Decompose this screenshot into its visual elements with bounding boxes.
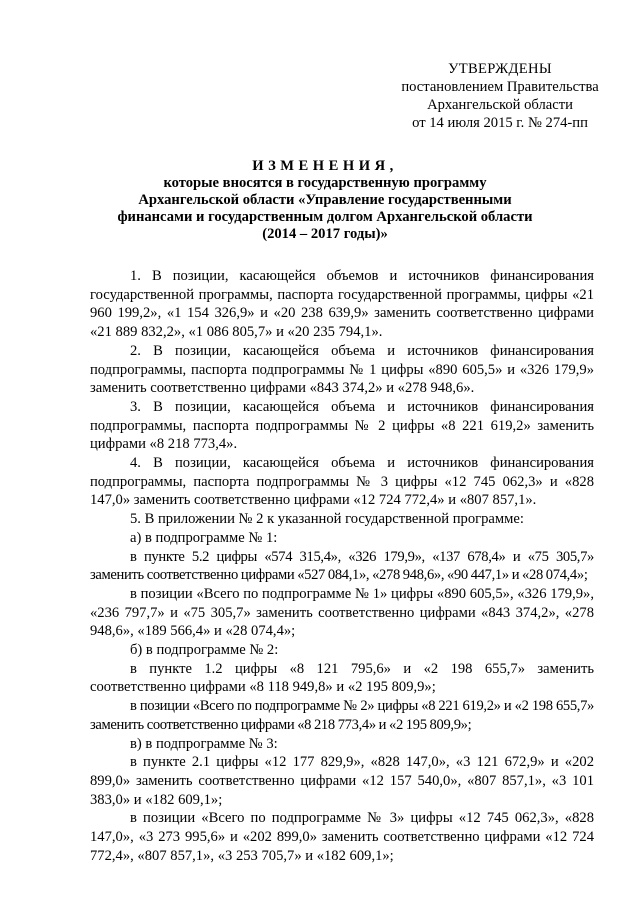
approval-stamp: [380, 60, 620, 132]
subprogram-2-total: в позиции «Всего по подпрограмме № 2» цифры «8 221 619,2» и «2 198 655,7» заменить соответственно цифрами «8 218 773,4» и «2 195 809,9»;: [90, 698, 594, 733]
paragraph-item-3: 3. В позиции, касающейся объема и источников финансирования подпрограммы, паспорта подпрограммы № 2 цифры «8 221 619,2» заменить цифрами «8 218 773,4».: [90, 398, 594, 453]
subprogram-3-heading: в) в подпрограмме № 3:: [130, 735, 278, 752]
subprogram-2-heading: б) в подпрограмме № 2:: [130, 642, 279, 659]
paragraph-item-2: 2. В позиции, касающейся объема и источников финансирования подпрограммы, паспорта подпрограммы № 1 цифры «890 605,5» и «326 179,9» заменить соответственно цифрами «843 374,2» и «278 948,6».: [90, 342, 594, 397]
title-heading: ИЗМЕНЕНИЯ,: [252, 158, 398, 174]
title-line: Архангельской области «Управление государственными: [138, 192, 512, 208]
paragraph-item-4: 4. В позиции, касающейся объема и источников финансирования подпрограммы, паспорта подпрограммы № 3 цифры «12 745 062,3» и «828 147,0» заменить соответственно цифрами «12 724 772,4» и «807 857,1».: [90, 455, 594, 509]
paragraph-item-5: 5. В приложении № 2 к указанной государственной программе:: [130, 511, 524, 528]
document-body: [90, 267, 594, 866]
title-line: финансами и государственным долгом Архангельской области: [117, 209, 533, 225]
title-line: которые вносятся в государственную программу: [163, 175, 487, 191]
approval-line: Архангельской области: [427, 97, 573, 113]
document-title: [80, 158, 570, 243]
paragraph-item-1: 1. В позиции, касающейся объемов и источников финансирования государственной программы, паспорта государственной программы, цифры «21 960 199,2», «1 154 326,9» и «20 238 639,9» заменить соответственно цифрами «21 889 832,2», «1 086 805,7» и «20 235 794,1».: [90, 268, 594, 341]
subprogram-3-total: в позиции «Всего по подпрограмме № 3» цифры «12 745 062,3», «828 147,0», «3 273 995,6» и «202 899,0» заменить соответственно цифрами «12 724 772,4», «807 857,1», «3 253 705,7» и «182 609,1»;: [90, 810, 594, 864]
approval-line: постановлением Правительства: [401, 79, 599, 95]
subprogram-3-point: в пункте 2.1 цифры «12 177 829,9», «828 147,0», «3 121 672,9» и «202 899,0» заменить соответственно цифрами «12 157 540,0», «807 857,1», «3 101 383,0» и «182 609,1»;: [90, 754, 594, 808]
approval-heading: УТВЕРЖДЕНЫ: [448, 61, 552, 77]
subprogram-1-total: в позиции «Всего по подпрограмме № 1» цифры «890 605,5», «326 179,9», «236 797,7» и «75 305,7» заменить соответственно цифрами «843 374,2», «278 948,6», «189 566,4» и «28 074,4»;: [90, 585, 594, 640]
approval-date: от 14 июля 2015 г. № 274-пп: [412, 115, 588, 131]
subprogram-2-point: в пункте 1.2 цифры «8 121 795,6» и «2 198 655,7» заменить соответственно цифрами «8 118 949,8» и «2 195 809,9»;: [90, 660, 594, 696]
subprogram-1-point: в пункте 5.2 цифры «574 315,4», «326 179,9», «137 678,4» и «75 305,7» заменить соответственно цифрами «527 084,1», «278 948,6», «90 447,1» и «28 074,4»;: [90, 548, 594, 584]
subprogram-1-heading: а) в подпрограмме № 1:: [130, 529, 278, 546]
title-line: (2014 – 2017 годы)»: [262, 226, 388, 242]
